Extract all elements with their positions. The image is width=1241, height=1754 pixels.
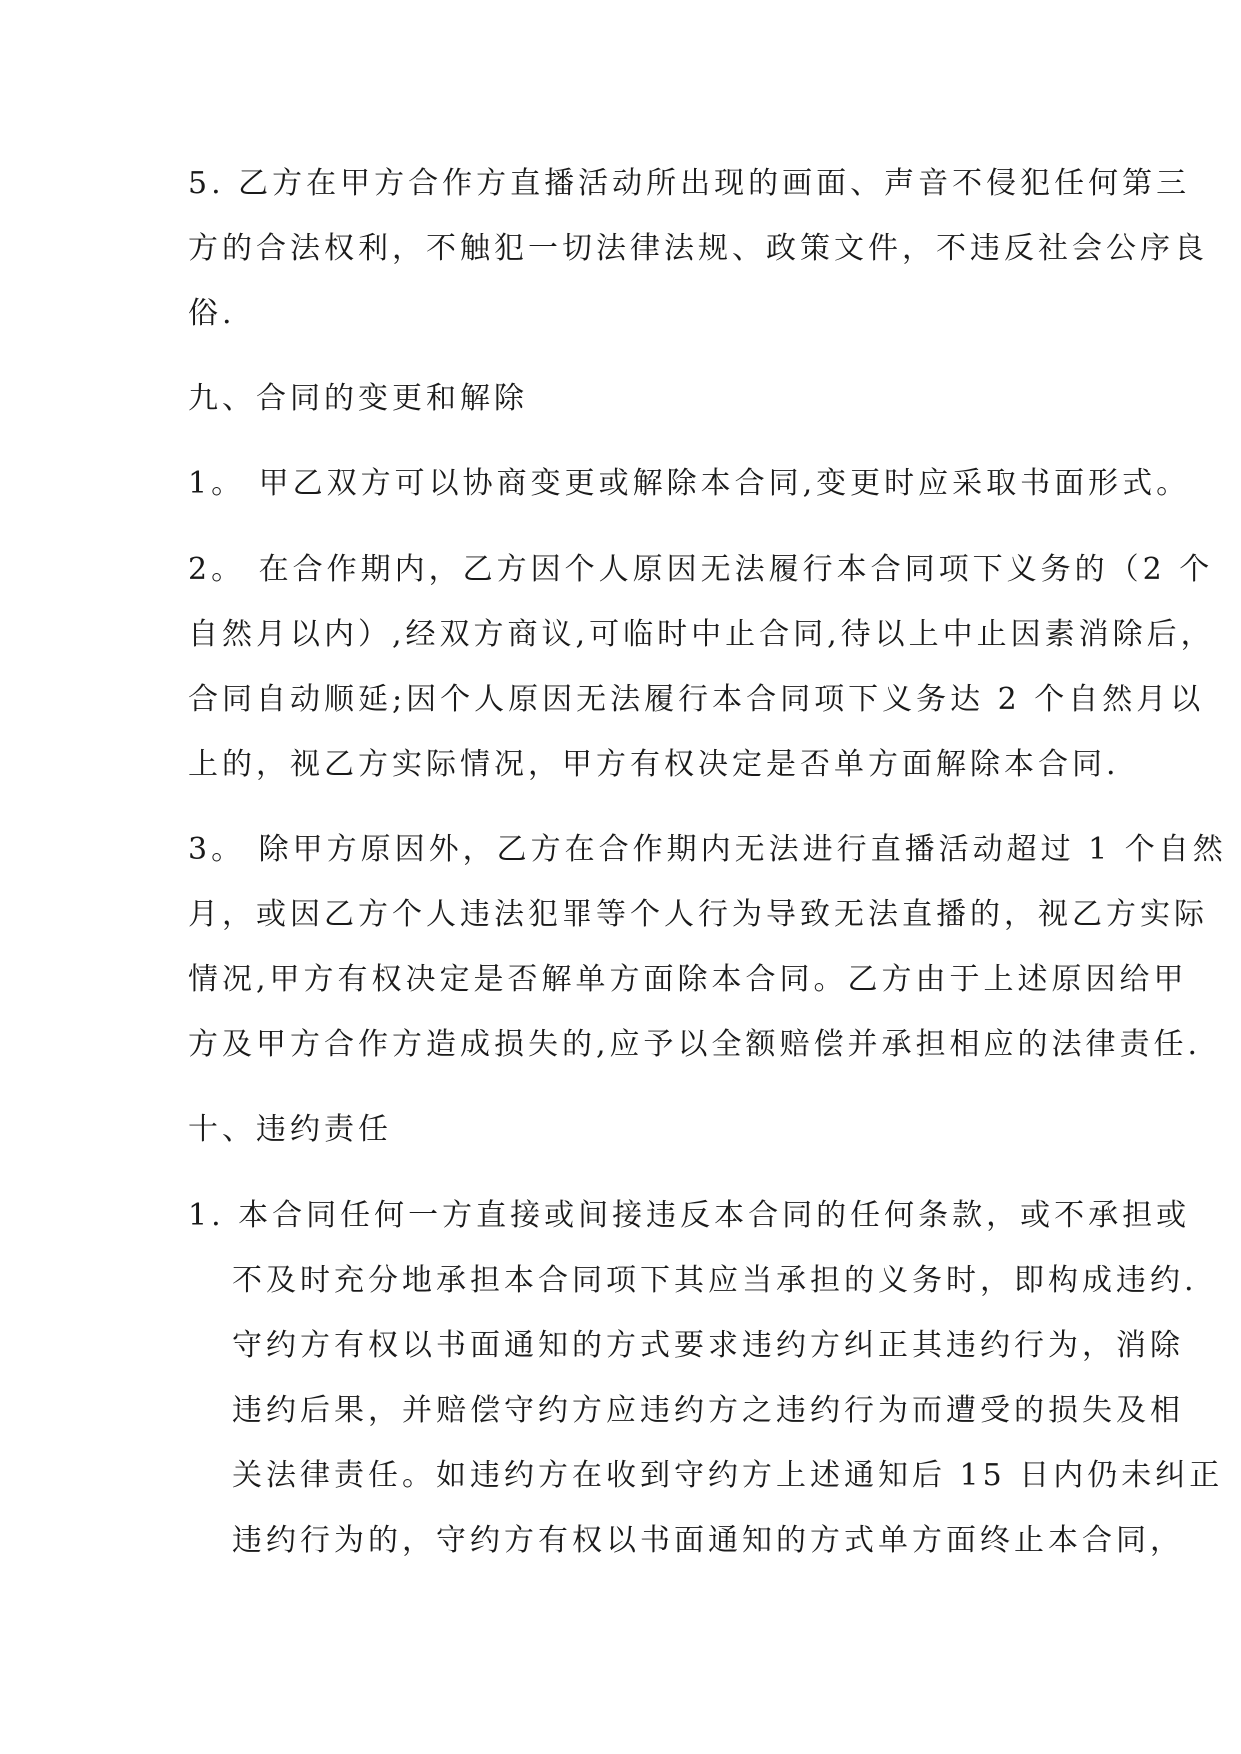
section-9-clause-2-line-2: 自然月以内）,经双方商议,可临时中止合同,待以上中止因素消除后，: [188, 617, 1215, 652]
clause-5-line-1: 5. 乙方在甲方合作方直播活动所出现的画面、声音不侵犯任何第三: [188, 166, 1191, 201]
section-10-clause-1-line-6: 违约行为的，守约方有权以书面通知的方式单方面终止本合同，: [232, 1523, 1184, 1558]
section-9-clause-3-line-3: 情况,甲方有权决定是否解单方面除本合同。乙方由于上述原因给甲: [188, 962, 1188, 997]
section-10-clause-1-line-1: 1. 本合同任何一方直接或间接违反本合同的任何条款，或不承担或: [188, 1198, 1191, 1233]
section-9-clause-3-line-1: 3。 除甲方原因外，乙方在合作期内无法进行直播活动超过 1 个自然: [188, 832, 1227, 867]
section-9-clause-2-line-4: 上的，视乙方实际情况，甲方有权决定是否单方面解除本合同.: [188, 747, 1120, 782]
section-heading-10: 十、违约责任: [188, 1112, 392, 1147]
section-9-clause-2-line-1: 2。 在合作期内，乙方因个人原因无法履行本合同项下义务的（2 个: [188, 552, 1214, 587]
section-10-clause-1-line-3: 守约方有权以书面通知的方式要求违约方纠正其违约行为，消除: [232, 1328, 1184, 1363]
clause-5-line-3: 俗.: [188, 296, 236, 331]
section-9-clause-3-line-2: 月，或因乙方个人违法犯罪等个人行为导致无法直播的，视乙方实际: [188, 897, 1208, 932]
section-9-clause-3-line-4: 方及甲方合作方造成损失的,应予以全额赔偿并承担相应的法律责任.: [188, 1027, 1202, 1062]
section-9-clause-2-line-3: 合同自动顺延;因个人原因无法履行本合同项下义务达 2 个自然月以: [188, 682, 1205, 717]
section-heading-9: 九、合同的变更和解除: [188, 381, 528, 416]
section-9-clause-1: 1。 甲乙双方可以协商变更或解除本合同,变更时应采取书面形式。: [188, 466, 1191, 501]
section-10-clause-1-line-2: 不及时充分地承担本合同项下其应当承担的义务时，即构成违约.: [232, 1263, 1198, 1298]
clause-5-line-2: 方的合法权利，不触犯一切法律法规、政策文件，不违反社会公序良: [188, 231, 1208, 266]
section-10-clause-1-line-4: 违约后果，并赔偿守约方应违约方之违约行为而遭受的损失及相: [232, 1393, 1184, 1428]
section-10-clause-1-line-5: 关法律责任。如违约方在收到守约方上述通知后 15 日内仍未纠正: [232, 1458, 1224, 1493]
